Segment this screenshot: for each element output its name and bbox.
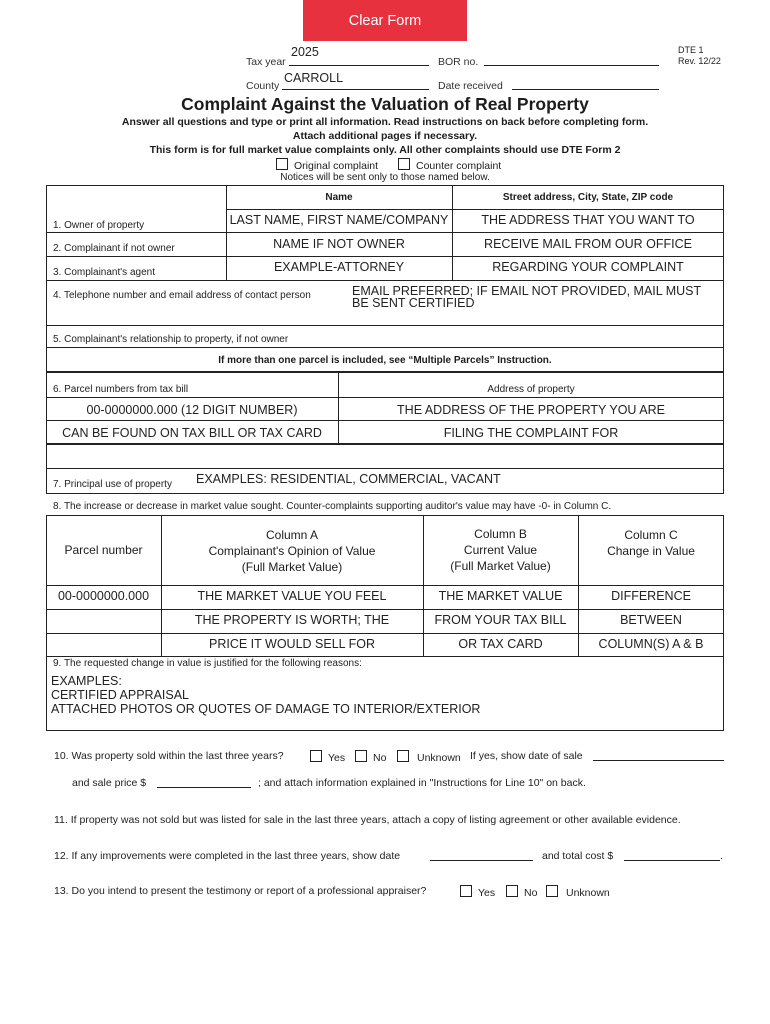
column-c-subtitle: Change in Value <box>607 544 695 558</box>
q13-no-checkbox[interactable] <box>506 885 518 897</box>
contact-person-label: 4. Telephone number and email address of contact person <box>53 290 311 301</box>
q13-unknown-label: Unknown <box>566 887 610 899</box>
q13-unknown-option[interactable] <box>546 885 610 899</box>
value-rule-1 <box>46 585 724 586</box>
tax-year-line <box>289 65 429 66</box>
row-rule-2 <box>46 256 724 257</box>
property-address-field-2[interactable]: FILING THE COMPLAINT FOR <box>443 426 619 440</box>
counter-complaint-option[interactable] <box>398 158 501 172</box>
relationship-label: 5. Complainant's relationship to property, if not owner <box>53 334 289 345</box>
instructions-line-3: This form is for full market value complaints only. All other complaints should use DTE Form 2 <box>149 144 621 156</box>
parcel-number-field-1[interactable]: 00-0000000.000 (12 DIGIT NUMBER) <box>86 403 298 417</box>
column-c-title: Column C <box>624 528 678 542</box>
q10-no-label: No <box>373 752 387 764</box>
parcel-rule-2 <box>46 420 724 421</box>
q10-unknown-checkbox[interactable] <box>397 750 409 762</box>
justification-label: 9. The requested change in value is justified for the following reasons: <box>53 658 362 669</box>
tax-year-field[interactable]: 2025 <box>291 45 319 59</box>
column-b-subtitle: Current Value <box>463 543 538 557</box>
column-b-header <box>423 526 578 574</box>
column-b-note: (Full Market Value) <box>450 559 551 573</box>
column-a-title: Column A <box>265 528 319 542</box>
multiple-parcels-note: If more than one parcel is included, see “Multiple Parcels” Instruction. <box>218 355 552 366</box>
value-row-2-column-c[interactable]: BETWEEN <box>620 613 682 627</box>
counter-complaint-checkbox[interactable] <box>398 158 410 170</box>
parcel-numbers-label: 6. Parcel numbers from tax bill <box>53 384 189 395</box>
address-column-header: Street address, City, State, ZIP code <box>502 192 674 203</box>
original-complaint-label: Original complaint <box>294 160 379 172</box>
justification-line-1: EXAMPLES: <box>51 674 122 688</box>
q13-no-option[interactable] <box>506 885 537 899</box>
date-received-label: Date received <box>438 80 503 92</box>
clear-form-button[interactable]: Clear Form <box>303 0 467 41</box>
row-rule-3 <box>46 280 724 281</box>
contact-person-field[interactable]: EMAIL PREFERRED; IF EMAIL NOT PROVIDED, MAIL MUST <box>352 284 702 298</box>
counter-complaint-label: Counter complaint <box>416 160 502 172</box>
name-column-header: Name <box>325 192 353 203</box>
column-c-header <box>578 527 724 559</box>
agent-name-field[interactable]: EXAMPLE-ATTORNEY <box>273 260 405 274</box>
sale-price-note: ; and attach information explained in "Instructions for Line 10" on back. <box>258 777 586 789</box>
q11-text: 11. If property was not sold but was listed for sale in the last three years, attach a copy of listing agreement or other available evidence. <box>54 814 681 826</box>
agent-address-field[interactable]: REGARDING YOUR COMPLAINT <box>492 260 684 274</box>
q13-text: 13. Do you intend to present the testimony or report of a professional appraiser? <box>54 885 427 897</box>
value-row-3-column-c[interactable]: COLUMN(S) A & B <box>598 637 704 651</box>
owner-label: 1. Owner of property <box>53 220 145 231</box>
value-sought-label: 8. The increase or decrease in market value sought. Counter-complaints supporting auditor's value may have -0- in Column C. <box>53 501 612 512</box>
agent-label: 3. Complainant's agent <box>53 267 155 278</box>
instructions-line-1: Answer all questions and type or print all information. Read instructions on back before completing form. <box>121 116 649 128</box>
justification-field[interactable] <box>51 674 480 716</box>
bor-field[interactable] <box>484 65 659 66</box>
q13-yes-option[interactable] <box>460 885 495 899</box>
owner-address-field[interactable]: THE ADDRESS THAT YOU WANT TO <box>481 213 695 227</box>
q10-no-checkbox[interactable] <box>355 750 367 762</box>
value-row-2-column-b[interactable]: FROM YOUR TAX BILL <box>434 613 567 627</box>
column-a-header <box>161 527 423 575</box>
complainant-address-field[interactable]: RECEIVE MAIL FROM OUR OFFICE <box>484 237 692 251</box>
bor-label: BOR no. <box>438 56 479 68</box>
principal-use-rule <box>46 468 724 469</box>
original-complaint-option[interactable] <box>276 158 378 172</box>
form-title: Complaint Against the Valuation of Real Property <box>181 94 589 114</box>
form-code: DTE 1 <box>678 45 704 55</box>
complainant-label: 2. Complainant if not owner <box>53 243 175 254</box>
value-row-3-column-a[interactable]: PRICE IT WOULD SELL FOR <box>208 637 375 651</box>
contact-person-field-line-2: BE SENT CERTIFIED <box>352 296 475 310</box>
complainant-name-field[interactable]: NAME IF NOT OWNER <box>273 237 405 251</box>
q10-yes-label: Yes <box>328 752 346 764</box>
original-complaint-checkbox[interactable] <box>276 158 288 170</box>
value-row-1-column-a[interactable]: THE MARKET VALUE YOU FEEL <box>197 589 387 603</box>
principal-use-field[interactable]: EXAMPLES: RESIDENTIAL, COMMERCIAL, VACANT <box>196 472 501 486</box>
q10-unknown-label: Unknown <box>417 752 461 764</box>
parcel-rule-1 <box>46 397 724 398</box>
county-line <box>282 89 429 90</box>
column-a-subtitle: Complainant's Opinion of Value <box>208 544 376 558</box>
contact-header-rule <box>226 209 724 210</box>
date-received-field[interactable] <box>512 89 659 90</box>
sale-price-label: and sale price $ <box>72 777 147 789</box>
total-cost-label: and total cost $ <box>542 850 614 862</box>
column-b-title: Column B <box>474 527 527 541</box>
improvement-date-field[interactable] <box>430 860 533 861</box>
q10-yes-checkbox[interactable] <box>310 750 322 762</box>
q13-yes-label: Yes <box>478 887 496 899</box>
sale-price-field[interactable] <box>157 787 251 788</box>
county-field[interactable]: CARROLL <box>284 71 344 85</box>
value-row-3-column-b[interactable]: OR TAX CARD <box>458 637 543 651</box>
instructions-line-2: Attach additional pages if necessary. <box>292 130 478 142</box>
notices-note: Notices will be sent only to those named below. <box>280 172 490 183</box>
row-rule-4 <box>46 325 724 326</box>
value-row-1-parcel[interactable]: 00-0000000.000 <box>57 589 150 603</box>
property-address-field-1[interactable]: THE ADDRESS OF THE PROPERTY YOU ARE <box>397 403 665 417</box>
owner-name-field[interactable]: LAST NAME, FIRST NAME/COMPANY <box>229 213 449 227</box>
value-rule-3 <box>46 633 724 634</box>
value-row-1-column-b[interactable]: THE MARKET VALUE <box>438 589 563 603</box>
column-a-note: (Full Market Value) <box>241 560 343 574</box>
justification-line-3: ATTACHED PHOTOS OR QUOTES OF DAMAGE TO INTERIOR/EXTERIOR <box>51 702 481 716</box>
q13-unknown-checkbox[interactable] <box>546 885 558 897</box>
q12-end: . <box>720 850 723 862</box>
parcel-number-field-2[interactable]: CAN BE FOUND ON TAX BILL OR TAX CARD <box>62 426 322 440</box>
value-row-1-column-c[interactable]: DIFFERENCE <box>611 589 691 603</box>
total-cost-field[interactable] <box>624 860 720 861</box>
q10-if-yes-label: If yes, show date of sale <box>470 750 583 762</box>
q12-text: 12. If any improvements were completed in the last three years, show date <box>54 850 401 862</box>
value-rule-2 <box>46 609 724 610</box>
property-address-label: Address of property <box>487 384 575 395</box>
q10-yes-option[interactable] <box>310 750 345 764</box>
justification-line-2: CERTIFIED APPRAISAL <box>51 688 190 702</box>
q10-unknown-option[interactable] <box>397 750 461 764</box>
parcel-number-header: Parcel number <box>64 543 143 557</box>
value-row-2-column-a[interactable]: THE PROPERTY IS WORTH; THE <box>194 613 390 627</box>
q10-text: 10. Was property sold within the last three years? <box>54 750 284 762</box>
row-rule-1 <box>46 232 724 233</box>
q10-no-option[interactable] <box>355 750 386 764</box>
tax-year-label: Tax year <box>246 56 286 68</box>
principal-use-label: 7. Principal use of property <box>53 479 172 490</box>
row-rule-5 <box>46 347 724 348</box>
county-label: County <box>246 80 280 92</box>
form-revision: Rev. 12/22 <box>678 56 721 66</box>
sale-date-field[interactable] <box>593 760 724 761</box>
q13-no-label: No <box>524 887 538 899</box>
q13-yes-checkbox[interactable] <box>460 885 472 897</box>
